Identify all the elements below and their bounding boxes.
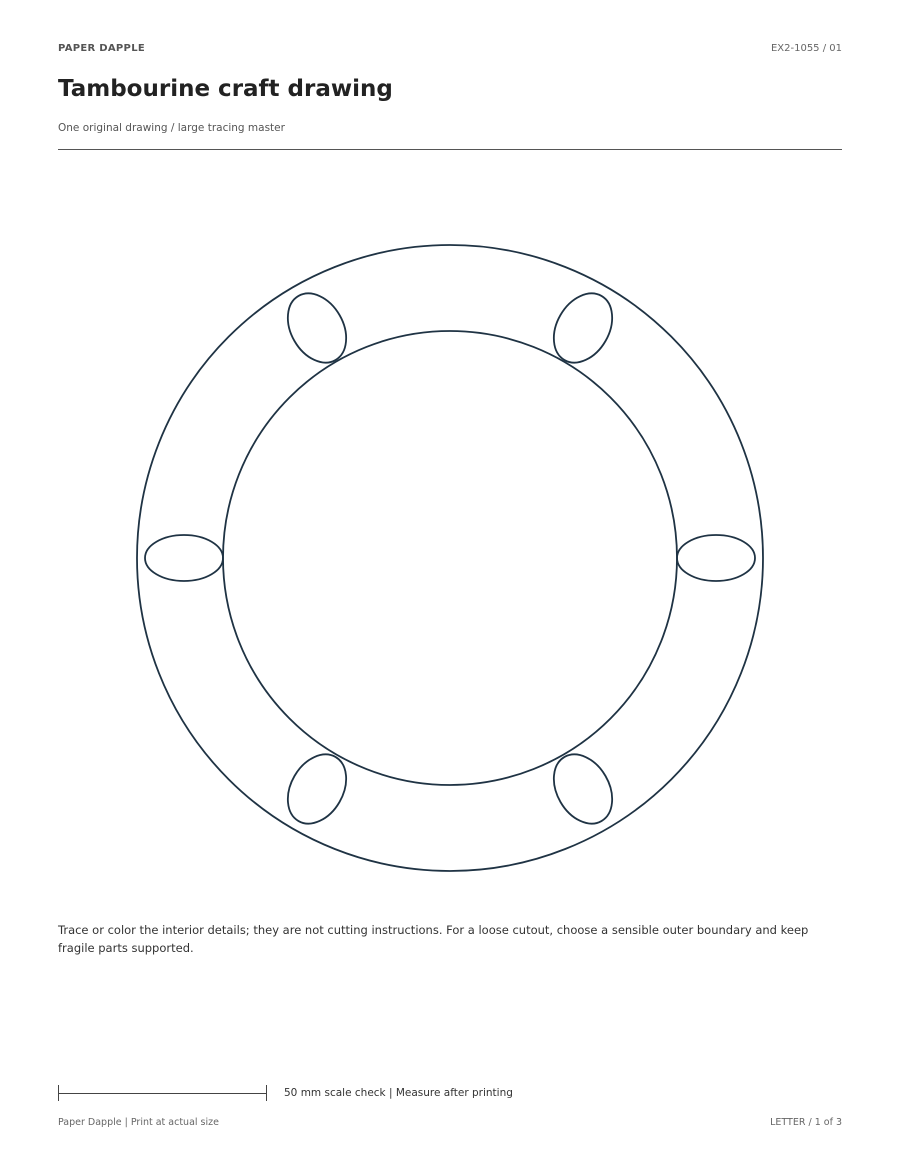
sheet-code: EX2-1055 / 01 bbox=[770, 43, 842, 54]
tambourine-inner-drumhead bbox=[223, 331, 677, 785]
page-subtitle: One original drawing / large tracing master bbox=[58, 122, 285, 134]
footer-page-info: LETTER / 1 of 3 bbox=[770, 1117, 842, 1128]
scale-check-label: 50 mm scale check | Measure after printing bbox=[284, 1087, 513, 1099]
scale-bar-tick-start bbox=[58, 1085, 59, 1101]
brand-name: PAPER DAPPLE bbox=[58, 43, 145, 54]
page-title: Tambourine craft drawing bbox=[58, 76, 393, 102]
scale-bar-tick-end bbox=[266, 1085, 267, 1101]
instructions-text: Trace or color the interior details; they are not cutting instructions. For a loose cutout, choose a sensible outer boundary and keep fragile parts supported. bbox=[58, 923, 809, 955]
scale-bar bbox=[58, 1085, 267, 1101]
tambourine-outer-rim bbox=[137, 245, 763, 871]
footer-left: Paper Dapple | Print at actual size bbox=[58, 1117, 219, 1128]
jingle-bottom-left bbox=[276, 744, 358, 834]
jingle-right bbox=[677, 535, 755, 581]
jingle-bottom-right bbox=[542, 744, 624, 834]
scale-bar-line bbox=[58, 1093, 267, 1094]
jingle-left bbox=[145, 535, 223, 581]
jingle-top-left bbox=[276, 283, 358, 373]
jingle-top-right bbox=[542, 283, 624, 373]
